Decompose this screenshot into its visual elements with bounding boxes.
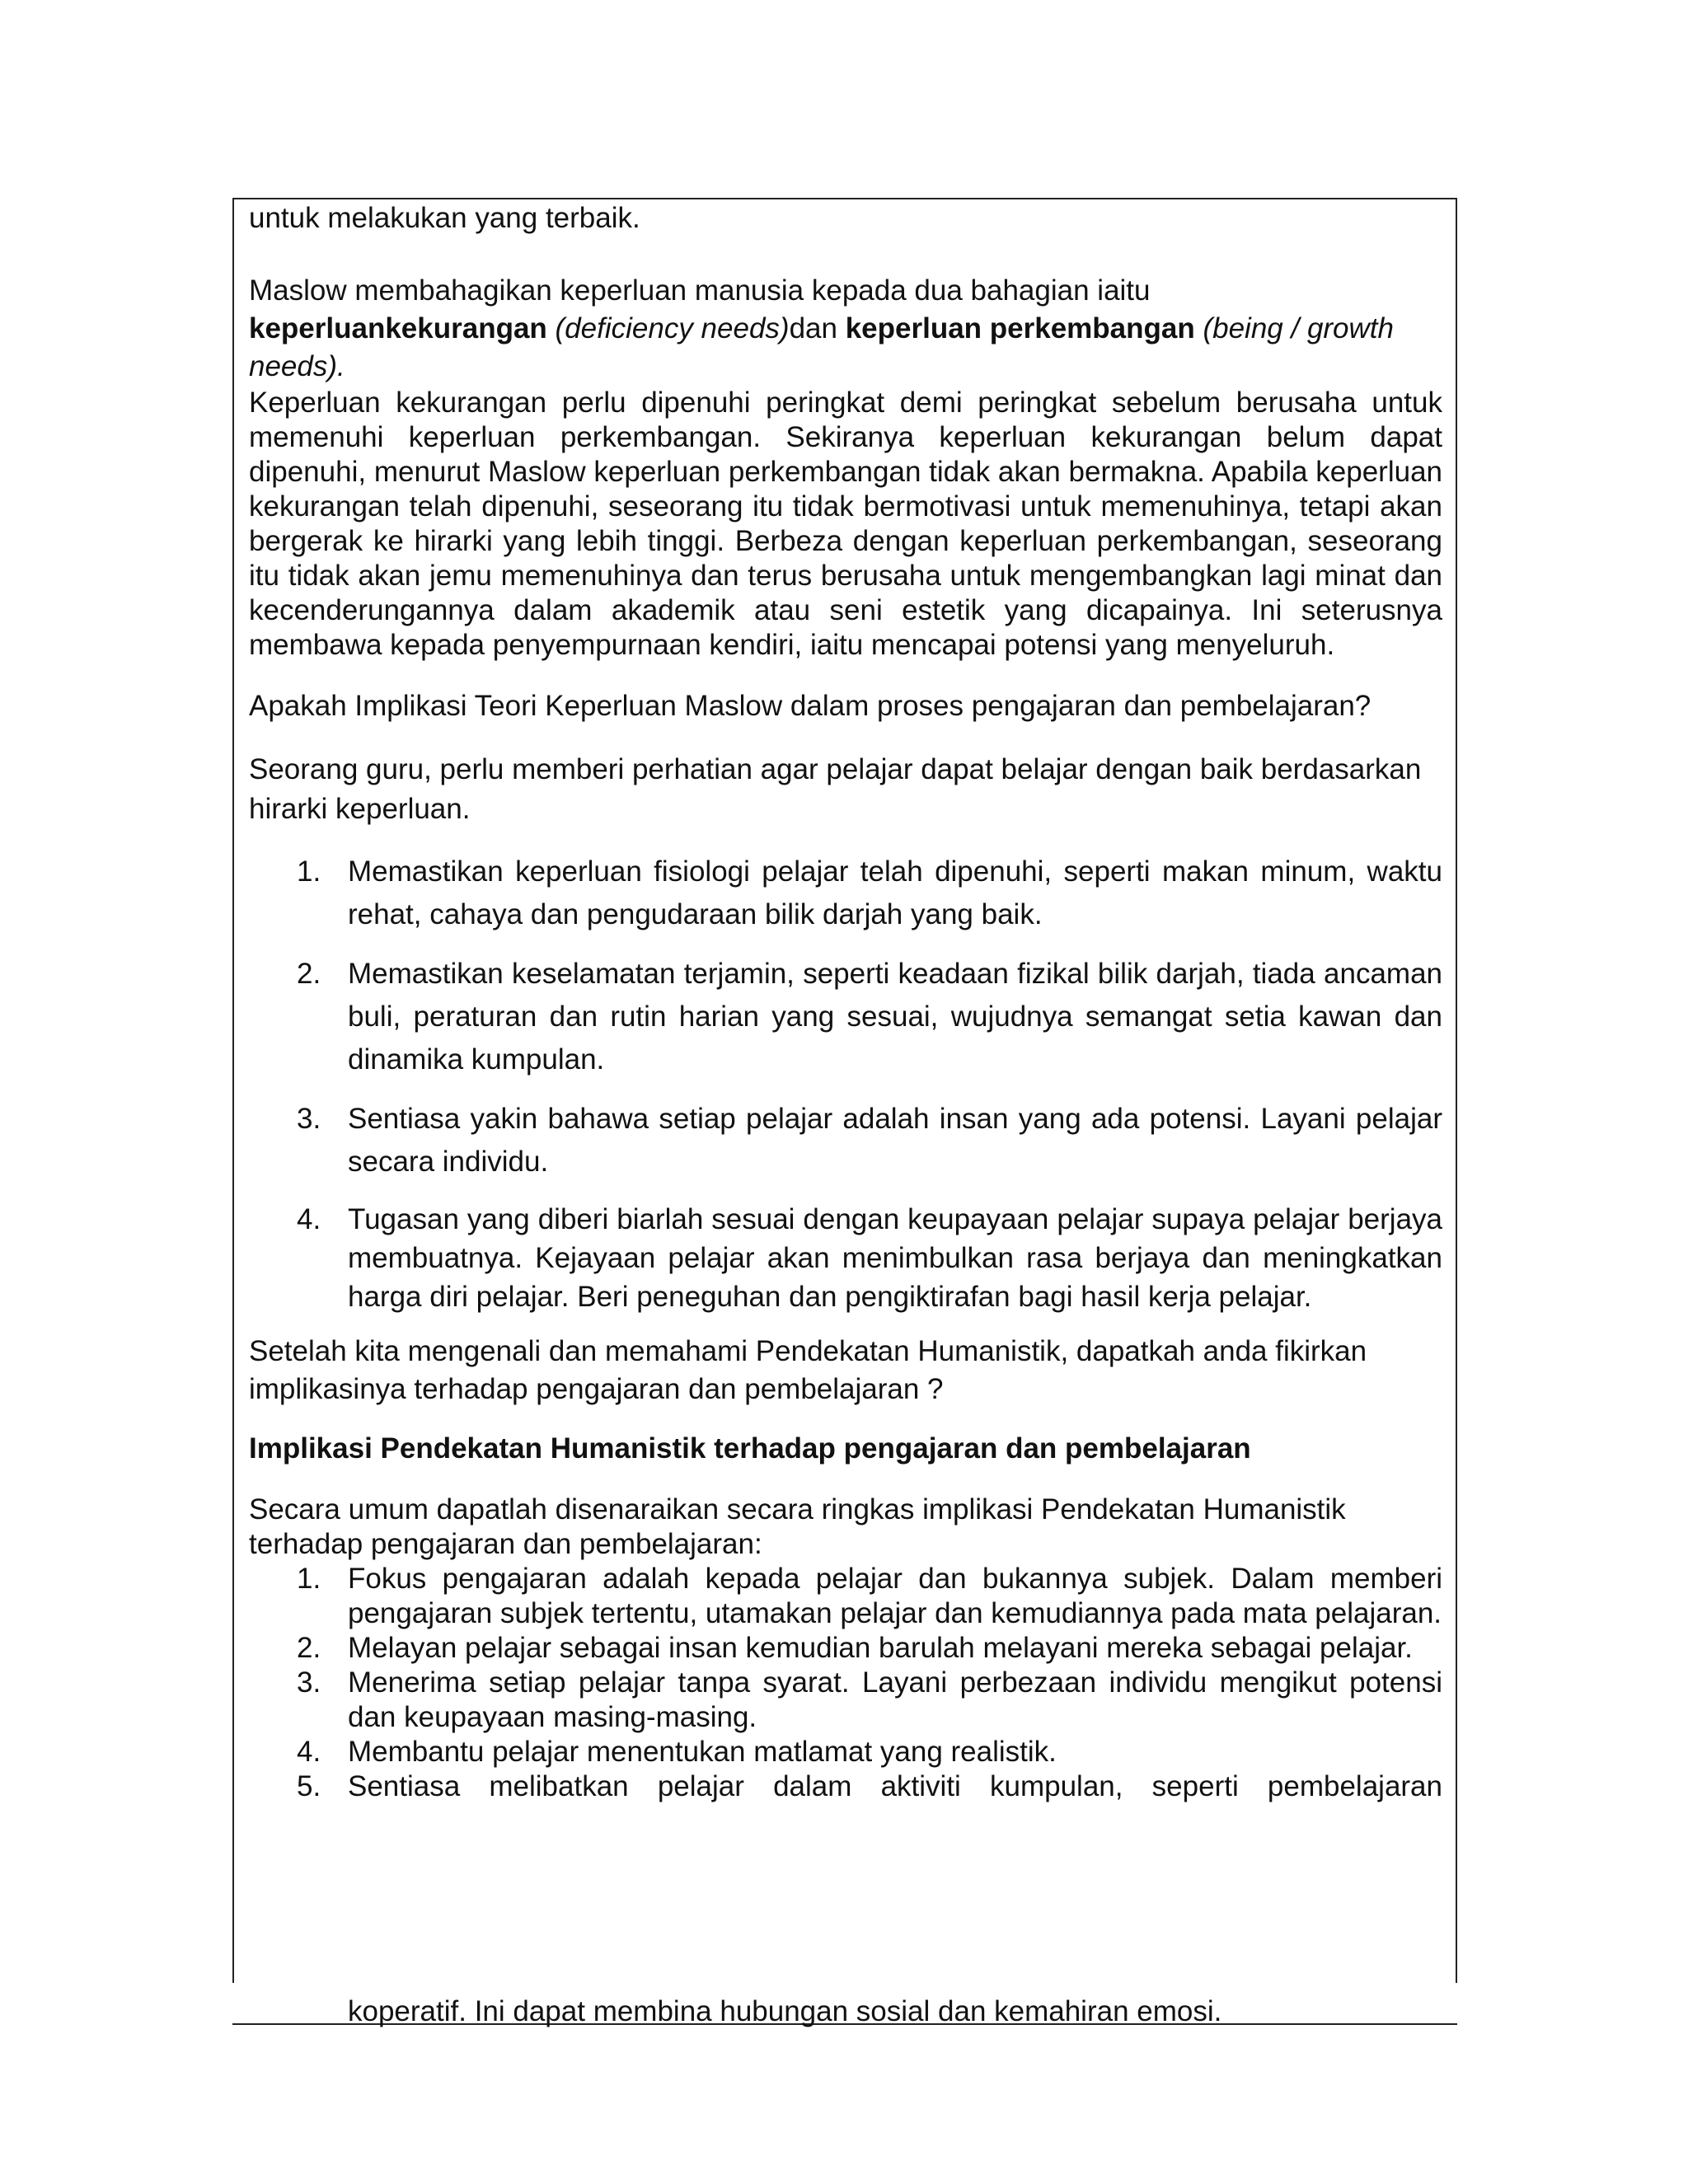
list-item: 4. Tugasan yang diberi biarlah sesuai dengan keupayaan pelajar supaya pelajar berjaya membuatnya. Kejayaan pelajar akan menimbulkan rasa berjaya dan meningkatkan harga diri pelajar. Beri peneguhan dan pengiktirafan bagi hasil kerja pelajar. xyxy=(297,1203,1442,1313)
maslow-intro-line: Maslow membahagikan keperluan manusia kepada dua bahagian iaitu xyxy=(249,274,1151,307)
humanistic-implication-list xyxy=(249,1562,1442,1804)
deficiency-term: keperluankekurangan xyxy=(249,312,547,344)
deficiency-note: (deficiency needs) xyxy=(546,312,790,344)
list-item: 3. Sentiasa yakin bahawa setiap pelajar adalah insan yang ada potensi. Layani pelajar secara individu. xyxy=(297,1103,1442,1178)
reflection-paragraph: Setelah kita mengenali dan memahami Pendekatan Humanistik, dapatkah anda fikirkan implikasinya terhadap pengajaran dan pembelajaran ? xyxy=(249,1335,1367,1405)
list-item: 5. Sentiasa melibatkan pelajar dalam aktiviti kumpulan, seperti pembelajaran xyxy=(297,1770,1442,1802)
intro-line: untuk melakukan yang terbaik. xyxy=(249,202,640,234)
list-item: 4. Membantu pelajar menentukan matlamat yang realistik. xyxy=(297,1736,1057,1768)
summary-intro: Secara umum dapatlah disenaraikan secara ringkas implikasi Pendekatan Humanistik terhadap pengajaran dan pembelajaran: xyxy=(249,1493,1346,1560)
list-item: 3. Menerima setiap pelajar tanpa syarat. Layani perbezaan individu mengikut potensi dan keupayaan masing-masing. xyxy=(297,1666,1442,1733)
list-item: 2. Memastikan keselamatan terjamin, seperti keadaan fizikal bilik darjah, tiada ancaman buli, peraturan dan rutin harian yang sesuai, wujudnya semangat setia kawan dan dinamika kumpulan. xyxy=(297,958,1442,1076)
teacher-paragraph: Seorang guru, perlu memberi perhatian agar pelajar dapat belajar dengan baik berdasarkan hirarki keperluan. xyxy=(249,753,1422,825)
section-title: Implikasi Pendekatan Humanistik terhadap pengajaran dan pembelajaran xyxy=(249,1432,1251,1465)
growth-note: (being / growth needs). xyxy=(249,312,1394,382)
connector-text: dan xyxy=(789,312,846,344)
implication-question: Apakah Implikasi Teori Keperluan Maslow dalam proses pengajaran dan pembelajaran? xyxy=(249,690,1372,722)
maslow-explanation: Keperluan kekurangan perlu dipenuhi peringkat demi peringkat sebelum berusaha untuk memenuhi keperluan perkembangan. Sekiranya keperluan kekurangan belum dapat dipenuhi, menurut Maslow keperluan perkembangan tidak akan bermakna. Apabila keperluan kekurangan telah dipenuhi, seseorang itu tidak bermotivasi untuk memenuhinya, tetapi akan bergerak ke hirarki yang lebih tinggi. Berbeza dengan keperluan perkembangan, seseorang itu tidak akan jemu memenuhinya dan terus berusaha untuk mengembangkan lagi minat dan kecenderungannya dalam akademik atau seni estetik yang dicapainya. Ini seterusnya membawa kepada penyempurnaan kendiri, iaitu mencapai potensi yang menyeluruh. xyxy=(249,387,1442,661)
list-item: 2. Melayan pelajar sebagai insan kemudian barulah melayani mereka sebagai pelajar. xyxy=(297,1632,1413,1664)
list-item: 1. Memastikan keperluan fisiologi pelajar telah dipenuhi, seperti makan minum, waktu rehat, cahaya dan pengudaraan bilik darjah yang baik. xyxy=(297,855,1442,930)
page-content xyxy=(249,199,1442,1804)
maslow-implication-list xyxy=(249,851,1442,1316)
growth-term: keperluan perkembangan xyxy=(845,312,1195,344)
overflow-line: koperatif. Ini dapat membina hubungan sosial dan kemahiran emosi. xyxy=(348,1995,1222,2027)
list-item: 1. Fokus pengajaran adalah kepada pelajar dan bukannya subjek. Dalam memberi pengajaran subjek tertentu, utamakan pelajar dan kemudiannya pada mata pelajaran. xyxy=(297,1563,1442,1629)
maslow-intro xyxy=(249,272,1442,386)
